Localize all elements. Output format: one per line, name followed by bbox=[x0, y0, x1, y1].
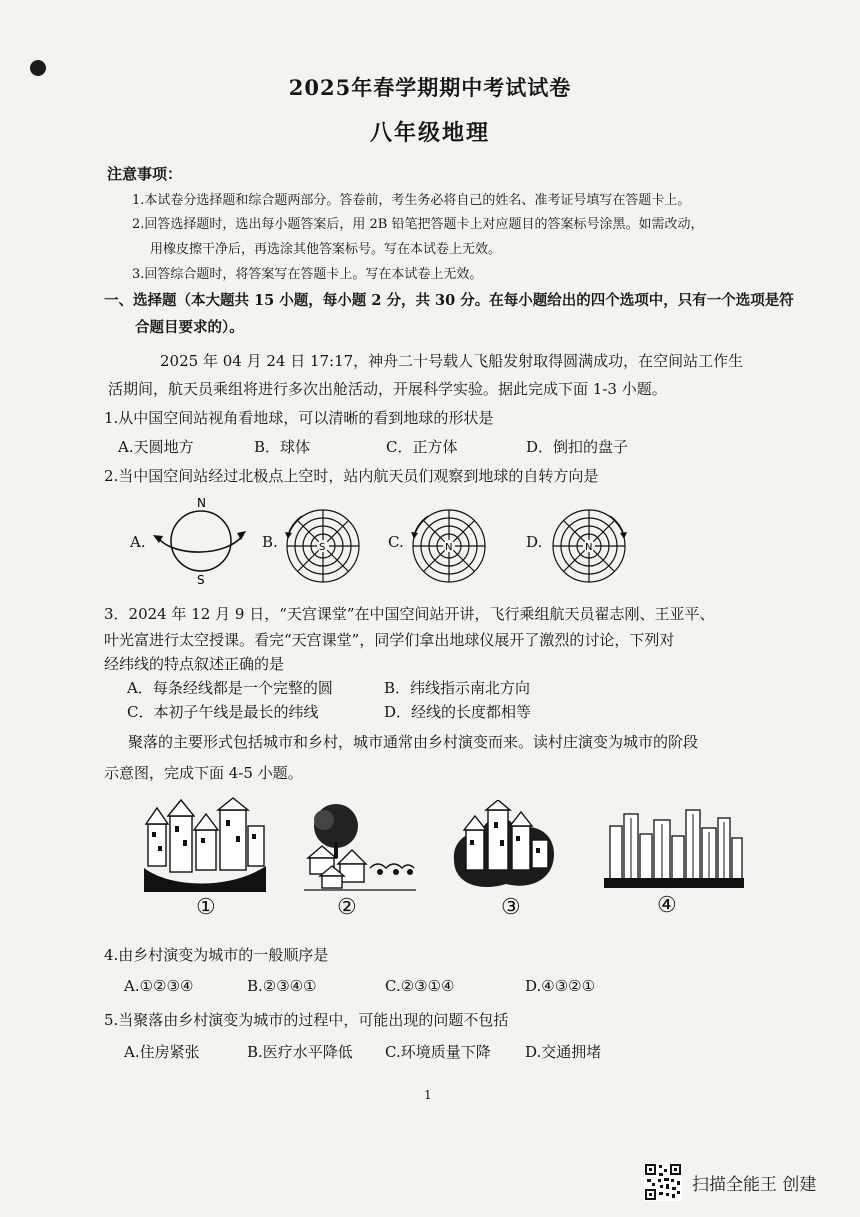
q4-option-b: B.②③④① bbox=[247, 977, 317, 995]
q5-option-c: C.环境质量下降 bbox=[385, 1043, 491, 1061]
figure-number-4: ④ bbox=[657, 893, 677, 918]
q1-option-c: C．正方体 bbox=[386, 438, 458, 456]
q5-stem: 5.当聚落由乡村演变为城市的过程中，可能出现的问题不包括 bbox=[104, 1011, 509, 1029]
notice-item-3: 3.回答综合题时，将答案写在答题卡上。写在本试卷上无效。 bbox=[132, 267, 483, 282]
settlement-figure-2 bbox=[300, 798, 420, 894]
pole-label-n: N bbox=[585, 542, 593, 553]
q5-option-d: D.交通拥堵 bbox=[525, 1043, 602, 1061]
q4-stem: 4.由乡村演变为城市的一般顺序是 bbox=[104, 946, 329, 964]
q3-option-c: C．本初子午线是最长的纬线 bbox=[127, 703, 319, 721]
q3-option-a: A．每条经线都是一个完整的圆 bbox=[127, 679, 333, 697]
section-heading-cont: 合题目要求的）。 bbox=[135, 319, 244, 336]
pole-label-n: N bbox=[445, 542, 453, 553]
q3-option-d: D．经线的长度都相等 bbox=[384, 703, 532, 721]
figure-number-1: ① bbox=[196, 895, 216, 920]
q2-stem: 2.当中国空间站经过北极点上空时，站内航天员们观察到地球的自转方向是 bbox=[104, 467, 599, 485]
notice-item-2: 2.回答选择题时，选出每小题答案后，用 2B 铅笔把答题卡上对应题目的答案标号涂黑。如需改动， bbox=[132, 217, 704, 232]
q2-label-c: C. bbox=[388, 533, 404, 551]
pole-label-s: S bbox=[197, 573, 205, 585]
settlement-figure-1 bbox=[140, 796, 270, 892]
settlement-figure-3 bbox=[450, 800, 560, 894]
q4-option-c: C.②③①④ bbox=[385, 977, 455, 995]
pole-label-s: S bbox=[319, 542, 326, 553]
q2-label-b: B. bbox=[262, 533, 278, 551]
q2-label-a: A. bbox=[130, 533, 146, 551]
settlement-figure-4 bbox=[604, 806, 744, 890]
watermark-text: 扫描全能王 创建 bbox=[692, 1174, 817, 1195]
notice-heading: 注意事项： bbox=[107, 165, 183, 183]
q1-option-b: B．球体 bbox=[254, 438, 311, 456]
q3-stem-line-1: 3．2024 年 12 月 9 日，“天宫课堂”在中国空间站开讲，飞行乘组航天员翟志刚、王亚平、 bbox=[104, 605, 715, 623]
q1-option-a: A.天圆地方 bbox=[118, 438, 194, 456]
notice-item-1: 1.本试卷分选择题和综合题两部分。答卷前，考生务必将自己的姓名、准考证号填写在答题卡上。 bbox=[132, 193, 691, 208]
section-heading: 一、选择题（本大题共 15 小题，每小题 2 分，共 30 分。在每小题给出的四个选项中，只有一个选项是符 bbox=[104, 292, 794, 309]
exam-subtitle: 八年级地理 bbox=[369, 120, 490, 146]
passage-1-line-1: 2025 年 04 月 24 日 17:17，神舟二十号载人飞船发射取得圆满成功，在空间站工作生 bbox=[160, 352, 744, 370]
q4-option-d: D.④③②① bbox=[525, 977, 596, 995]
q3-stem-line-3: 经纬线的特点叙述正确的是 bbox=[104, 655, 285, 673]
polar-view-figure-d bbox=[548, 505, 630, 587]
globe-side-view-figure-a bbox=[145, 495, 255, 585]
polar-view-figure-c bbox=[408, 505, 490, 587]
passage-2-line-2: 示意图，完成下面 4-5 小题。 bbox=[104, 764, 303, 782]
qr-code-icon bbox=[644, 1163, 682, 1201]
figure-number-3: ③ bbox=[501, 895, 521, 920]
scanner-watermark bbox=[644, 1163, 816, 1201]
q4-option-a: A.①②③④ bbox=[124, 977, 194, 995]
q3-stem-line-2: 叶光富进行太空授课。看完“天宫课堂”，同学们拿出地球仪展开了激烈的讨论，下列对 bbox=[104, 631, 675, 649]
q3-option-b: B．纬线指示南北方向 bbox=[384, 679, 531, 697]
polar-view-figure-b bbox=[282, 505, 364, 587]
passage-2-line-1: 聚落的主要形式包括城市和乡村，城市通常由乡村演变而来。读村庄演变为城市的阶段 bbox=[128, 733, 699, 751]
page-number: 1 bbox=[424, 1088, 432, 1102]
q1-option-d: D．倒扣的盘子 bbox=[526, 438, 629, 456]
passage-1-line-2: 活期间，航天员乘组将进行多次出舱活动，开展科学实验。据此完成下面 1-3 小题。 bbox=[108, 380, 667, 398]
figure-number-2: ② bbox=[337, 895, 357, 920]
q5-option-a: A.住房紧张 bbox=[124, 1043, 200, 1061]
notice-item-2-cont: 用橡皮擦干净后，再选涂其他答案标号。写在本试卷上无效。 bbox=[150, 242, 502, 257]
q5-option-b: B.医疗水平降低 bbox=[247, 1043, 353, 1061]
q2-label-d: D. bbox=[526, 533, 543, 551]
pole-label-n: N bbox=[197, 496, 206, 510]
exam-title: 2025年春学期期中考试试卷 bbox=[288, 75, 572, 100]
q1-stem: 1.从中国空间站视角看地球，可以清晰的看到地球的形状是 bbox=[104, 409, 494, 427]
